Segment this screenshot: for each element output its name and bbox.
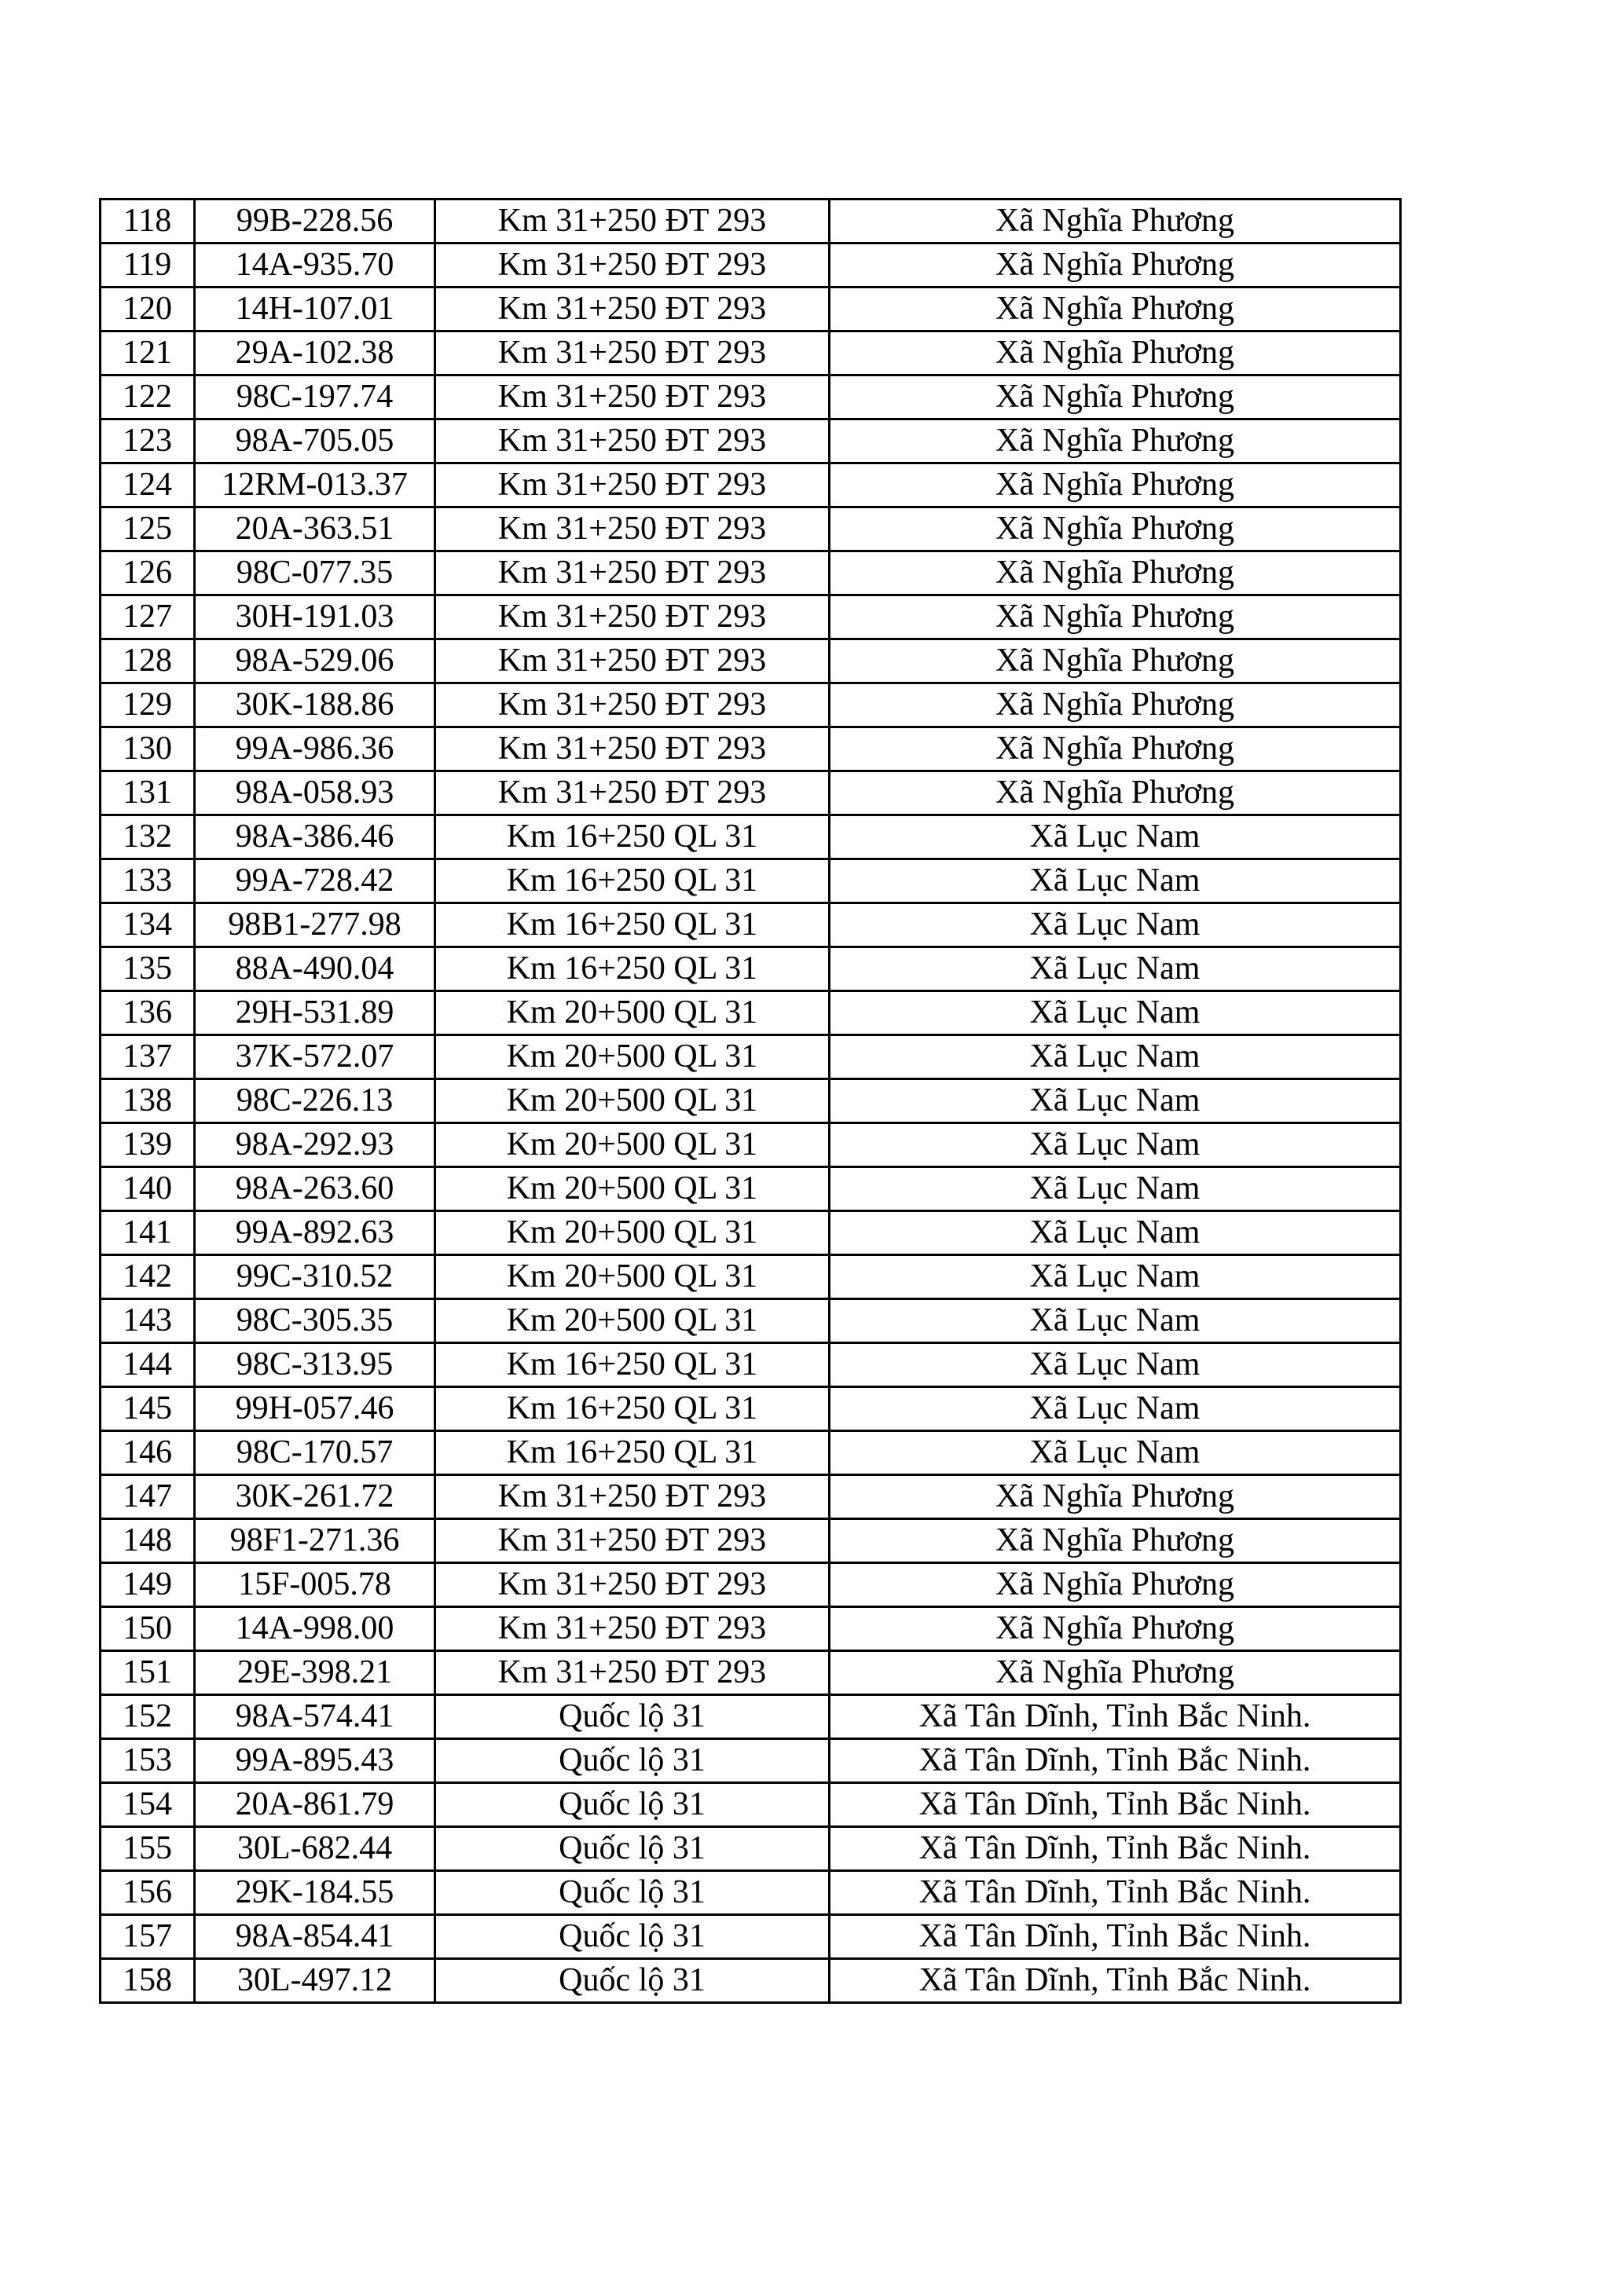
row-number-cell: 120 xyxy=(101,287,195,331)
commune-cell: Xã Nghĩa Phương xyxy=(830,331,1401,375)
row-number-cell: 118 xyxy=(101,200,195,244)
table-row xyxy=(101,1431,1401,1475)
table-row xyxy=(101,551,1401,595)
commune-cell: Xã Nghĩa Phương xyxy=(830,727,1401,771)
row-number-cell: 132 xyxy=(101,815,195,859)
row-number-cell: 146 xyxy=(101,1431,195,1475)
location-cell: Quốc lộ 31 xyxy=(435,1959,830,2003)
table-row xyxy=(101,771,1401,815)
table-row xyxy=(101,1387,1401,1431)
location-cell: Km 31+250 ĐT 293 xyxy=(435,287,830,331)
plate-number-cell: 30L-497.12 xyxy=(195,1959,435,2003)
row-number-cell: 155 xyxy=(101,1827,195,1871)
location-cell: Km 16+250 QL 31 xyxy=(435,947,830,991)
plate-number-cell: 98A-058.93 xyxy=(195,771,435,815)
row-number-cell: 156 xyxy=(101,1871,195,1915)
commune-cell: Xã Lục Nam xyxy=(830,1167,1401,1211)
plate-number-cell: 15F-005.78 xyxy=(195,1563,435,1607)
location-cell: Km 31+250 ĐT 293 xyxy=(435,727,830,771)
location-cell: Quốc lộ 31 xyxy=(435,1915,830,1959)
table-row xyxy=(101,991,1401,1035)
row-number-cell: 139 xyxy=(101,1123,195,1167)
location-cell: Km 31+250 ĐT 293 xyxy=(435,595,830,639)
table-row xyxy=(101,1871,1401,1915)
table-row xyxy=(101,200,1401,244)
row-number-cell: 154 xyxy=(101,1783,195,1827)
commune-cell: Xã Tân Dĩnh, Tỉnh Bắc Ninh. xyxy=(830,1695,1401,1739)
plate-number-cell: 98A-292.93 xyxy=(195,1123,435,1167)
plate-number-cell: 98B1-277.98 xyxy=(195,903,435,947)
document-page xyxy=(99,198,1402,2004)
table-row xyxy=(101,1739,1401,1783)
commune-cell: Xã Nghĩa Phương xyxy=(830,287,1401,331)
table-row xyxy=(101,419,1401,463)
violation-table xyxy=(99,198,1402,2004)
commune-cell: Xã Lục Nam xyxy=(830,1387,1401,1431)
plate-number-cell: 99C-310.52 xyxy=(195,1255,435,1299)
table-row xyxy=(101,1695,1401,1739)
location-cell: Km 20+500 QL 31 xyxy=(435,991,830,1035)
row-number-cell: 129 xyxy=(101,683,195,727)
commune-cell: Xã Lục Nam xyxy=(830,859,1401,903)
commune-cell: Xã Nghĩa Phương xyxy=(830,375,1401,419)
location-cell: Km 20+500 QL 31 xyxy=(435,1079,830,1123)
plate-number-cell: 98F1-271.36 xyxy=(195,1519,435,1563)
table-row xyxy=(101,375,1401,419)
plate-number-cell: 99B-228.56 xyxy=(195,200,435,244)
plate-number-cell: 12RM-013.37 xyxy=(195,463,435,507)
commune-cell: Xã Nghĩa Phương xyxy=(830,771,1401,815)
location-cell: Km 16+250 QL 31 xyxy=(435,1343,830,1387)
table-row xyxy=(101,903,1401,947)
plate-number-cell: 29H-531.89 xyxy=(195,991,435,1035)
plate-number-cell: 14H-107.01 xyxy=(195,287,435,331)
table-row xyxy=(101,1563,1401,1607)
row-number-cell: 150 xyxy=(101,1607,195,1651)
location-cell: Quốc lộ 31 xyxy=(435,1739,830,1783)
row-number-cell: 137 xyxy=(101,1035,195,1079)
row-number-cell: 141 xyxy=(101,1211,195,1255)
plate-number-cell: 98C-077.35 xyxy=(195,551,435,595)
location-cell: Quốc lộ 31 xyxy=(435,1695,830,1739)
commune-cell: Xã Lục Nam xyxy=(830,1431,1401,1475)
commune-cell: Xã Nghĩa Phương xyxy=(830,639,1401,683)
plate-number-cell: 14A-998.00 xyxy=(195,1607,435,1651)
table-row xyxy=(101,1343,1401,1387)
table-row xyxy=(101,1255,1401,1299)
plate-number-cell: 99A-892.63 xyxy=(195,1211,435,1255)
plate-number-cell: 30H-191.03 xyxy=(195,595,435,639)
table-row xyxy=(101,727,1401,771)
location-cell: Km 31+250 ĐT 293 xyxy=(435,1607,830,1651)
row-number-cell: 125 xyxy=(101,507,195,551)
plate-number-cell: 29A-102.38 xyxy=(195,331,435,375)
row-number-cell: 136 xyxy=(101,991,195,1035)
commune-cell: Xã Nghĩa Phương xyxy=(830,507,1401,551)
row-number-cell: 123 xyxy=(101,419,195,463)
location-cell: Km 20+500 QL 31 xyxy=(435,1167,830,1211)
plate-number-cell: 98C-226.13 xyxy=(195,1079,435,1123)
plate-number-cell: 99A-986.36 xyxy=(195,727,435,771)
row-number-cell: 151 xyxy=(101,1651,195,1695)
plate-number-cell: 98A-574.41 xyxy=(195,1695,435,1739)
table-row xyxy=(101,1607,1401,1651)
plate-number-cell: 30L-682.44 xyxy=(195,1827,435,1871)
plate-number-cell: 88A-490.04 xyxy=(195,947,435,991)
commune-cell: Xã Nghĩa Phương xyxy=(830,1607,1401,1651)
table-row xyxy=(101,947,1401,991)
plate-number-cell: 98A-854.41 xyxy=(195,1915,435,1959)
location-cell: Km 16+250 QL 31 xyxy=(435,815,830,859)
location-cell: Km 31+250 ĐT 293 xyxy=(435,200,830,244)
row-number-cell: 153 xyxy=(101,1739,195,1783)
row-number-cell: 145 xyxy=(101,1387,195,1431)
table-body xyxy=(101,200,1401,2003)
row-number-cell: 126 xyxy=(101,551,195,595)
commune-cell: Xã Lục Nam xyxy=(830,1035,1401,1079)
location-cell: Km 16+250 QL 31 xyxy=(435,1431,830,1475)
commune-cell: Xã Lục Nam xyxy=(830,903,1401,947)
commune-cell: Xã Lục Nam xyxy=(830,947,1401,991)
row-number-cell: 119 xyxy=(101,244,195,287)
location-cell: Km 16+250 QL 31 xyxy=(435,903,830,947)
row-number-cell: 157 xyxy=(101,1915,195,1959)
table-row xyxy=(101,1475,1401,1519)
location-cell: Km 31+250 ĐT 293 xyxy=(435,507,830,551)
commune-cell: Xã Tân Dĩnh, Tỉnh Bắc Ninh. xyxy=(830,1959,1401,2003)
location-cell: Km 31+250 ĐT 293 xyxy=(435,419,830,463)
location-cell: Km 31+250 ĐT 293 xyxy=(435,683,830,727)
plate-number-cell: 98A-705.05 xyxy=(195,419,435,463)
table-row xyxy=(101,1035,1401,1079)
row-number-cell: 143 xyxy=(101,1299,195,1343)
plate-number-cell: 98A-386.46 xyxy=(195,815,435,859)
location-cell: Km 16+250 QL 31 xyxy=(435,1387,830,1431)
commune-cell: Xã Nghĩa Phương xyxy=(830,1563,1401,1607)
table-row xyxy=(101,331,1401,375)
row-number-cell: 130 xyxy=(101,727,195,771)
commune-cell: Xã Tân Dĩnh, Tỉnh Bắc Ninh. xyxy=(830,1783,1401,1827)
table-row xyxy=(101,1519,1401,1563)
plate-number-cell: 20A-363.51 xyxy=(195,507,435,551)
row-number-cell: 134 xyxy=(101,903,195,947)
location-cell: Km 16+250 QL 31 xyxy=(435,859,830,903)
table-row xyxy=(101,595,1401,639)
commune-cell: Xã Lục Nam xyxy=(830,1299,1401,1343)
commune-cell: Xã Nghĩa Phương xyxy=(830,595,1401,639)
commune-cell: Xã Nghĩa Phương xyxy=(830,1475,1401,1519)
commune-cell: Xã Lục Nam xyxy=(830,1123,1401,1167)
commune-cell: Xã Nghĩa Phương xyxy=(830,1519,1401,1563)
row-number-cell: 122 xyxy=(101,375,195,419)
row-number-cell: 135 xyxy=(101,947,195,991)
commune-cell: Xã Tân Dĩnh, Tỉnh Bắc Ninh. xyxy=(830,1915,1401,1959)
commune-cell: Xã Nghĩa Phương xyxy=(830,244,1401,287)
table-row xyxy=(101,287,1401,331)
table-row xyxy=(101,463,1401,507)
commune-cell: Xã Tân Dĩnh, Tỉnh Bắc Ninh. xyxy=(830,1871,1401,1915)
table-row xyxy=(101,815,1401,859)
plate-number-cell: 98C-197.74 xyxy=(195,375,435,419)
plate-number-cell: 98A-529.06 xyxy=(195,639,435,683)
table-row xyxy=(101,683,1401,727)
table-row xyxy=(101,1915,1401,1959)
table-row xyxy=(101,244,1401,287)
commune-cell: Xã Nghĩa Phương xyxy=(830,419,1401,463)
location-cell: Km 20+500 QL 31 xyxy=(435,1255,830,1299)
location-cell: Km 31+250 ĐT 293 xyxy=(435,1519,830,1563)
location-cell: Quốc lộ 31 xyxy=(435,1827,830,1871)
table-row xyxy=(101,1079,1401,1123)
row-number-cell: 148 xyxy=(101,1519,195,1563)
row-number-cell: 152 xyxy=(101,1695,195,1739)
row-number-cell: 124 xyxy=(101,463,195,507)
commune-cell: Xã Lục Nam xyxy=(830,991,1401,1035)
plate-number-cell: 98C-170.57 xyxy=(195,1431,435,1475)
table-row xyxy=(101,1299,1401,1343)
plate-number-cell: 98C-305.35 xyxy=(195,1299,435,1343)
location-cell: Km 31+250 ĐT 293 xyxy=(435,551,830,595)
commune-cell: Xã Nghĩa Phương xyxy=(830,683,1401,727)
table-row xyxy=(101,1123,1401,1167)
location-cell: Km 31+250 ĐT 293 xyxy=(435,375,830,419)
location-cell: Km 31+250 ĐT 293 xyxy=(435,1651,830,1695)
plate-number-cell: 14A-935.70 xyxy=(195,244,435,287)
table-row xyxy=(101,1651,1401,1695)
location-cell: Km 31+250 ĐT 293 xyxy=(435,463,830,507)
plate-number-cell: 99H-057.46 xyxy=(195,1387,435,1431)
plate-number-cell: 20A-861.79 xyxy=(195,1783,435,1827)
commune-cell: Xã Nghĩa Phương xyxy=(830,1651,1401,1695)
location-cell: Km 20+500 QL 31 xyxy=(435,1211,830,1255)
location-cell: Km 20+500 QL 31 xyxy=(435,1299,830,1343)
table-row xyxy=(101,1211,1401,1255)
plate-number-cell: 30K-261.72 xyxy=(195,1475,435,1519)
row-number-cell: 138 xyxy=(101,1079,195,1123)
commune-cell: Xã Nghĩa Phương xyxy=(830,463,1401,507)
plate-number-cell: 30K-188.86 xyxy=(195,683,435,727)
commune-cell: Xã Tân Dĩnh, Tỉnh Bắc Ninh. xyxy=(830,1827,1401,1871)
plate-number-cell: 29E-398.21 xyxy=(195,1651,435,1695)
table-row xyxy=(101,859,1401,903)
table-row xyxy=(101,507,1401,551)
commune-cell: Xã Nghĩa Phương xyxy=(830,200,1401,244)
plate-number-cell: 98A-263.60 xyxy=(195,1167,435,1211)
row-number-cell: 133 xyxy=(101,859,195,903)
plate-number-cell: 99A-728.42 xyxy=(195,859,435,903)
plate-number-cell: 29K-184.55 xyxy=(195,1871,435,1915)
row-number-cell: 147 xyxy=(101,1475,195,1519)
plate-number-cell: 98C-313.95 xyxy=(195,1343,435,1387)
row-number-cell: 127 xyxy=(101,595,195,639)
location-cell: Km 31+250 ĐT 293 xyxy=(435,331,830,375)
row-number-cell: 144 xyxy=(101,1343,195,1387)
commune-cell: Xã Lục Nam xyxy=(830,1343,1401,1387)
row-number-cell: 158 xyxy=(101,1959,195,2003)
location-cell: Quốc lộ 31 xyxy=(435,1783,830,1827)
commune-cell: Xã Lục Nam xyxy=(830,815,1401,859)
table-row xyxy=(101,1783,1401,1827)
commune-cell: Xã Tân Dĩnh, Tỉnh Bắc Ninh. xyxy=(830,1739,1401,1783)
commune-cell: Xã Nghĩa Phương xyxy=(830,551,1401,595)
row-number-cell: 142 xyxy=(101,1255,195,1299)
row-number-cell: 140 xyxy=(101,1167,195,1211)
location-cell: Km 20+500 QL 31 xyxy=(435,1123,830,1167)
location-cell: Km 31+250 ĐT 293 xyxy=(435,639,830,683)
commune-cell: Xã Lục Nam xyxy=(830,1255,1401,1299)
row-number-cell: 131 xyxy=(101,771,195,815)
location-cell: Km 31+250 ĐT 293 xyxy=(435,1475,830,1519)
location-cell: Km 20+500 QL 31 xyxy=(435,1035,830,1079)
commune-cell: Xã Lục Nam xyxy=(830,1211,1401,1255)
location-cell: Km 31+250 ĐT 293 xyxy=(435,244,830,287)
row-number-cell: 128 xyxy=(101,639,195,683)
row-number-cell: 149 xyxy=(101,1563,195,1607)
table-row xyxy=(101,1827,1401,1871)
row-number-cell: 121 xyxy=(101,331,195,375)
location-cell: Km 31+250 ĐT 293 xyxy=(435,771,830,815)
table-row xyxy=(101,1959,1401,2003)
plate-number-cell: 37K-572.07 xyxy=(195,1035,435,1079)
table-row xyxy=(101,639,1401,683)
table-row xyxy=(101,1167,1401,1211)
location-cell: Km 31+250 ĐT 293 xyxy=(435,1563,830,1607)
location-cell: Quốc lộ 31 xyxy=(435,1871,830,1915)
plate-number-cell: 99A-895.43 xyxy=(195,1739,435,1783)
commune-cell: Xã Lục Nam xyxy=(830,1079,1401,1123)
